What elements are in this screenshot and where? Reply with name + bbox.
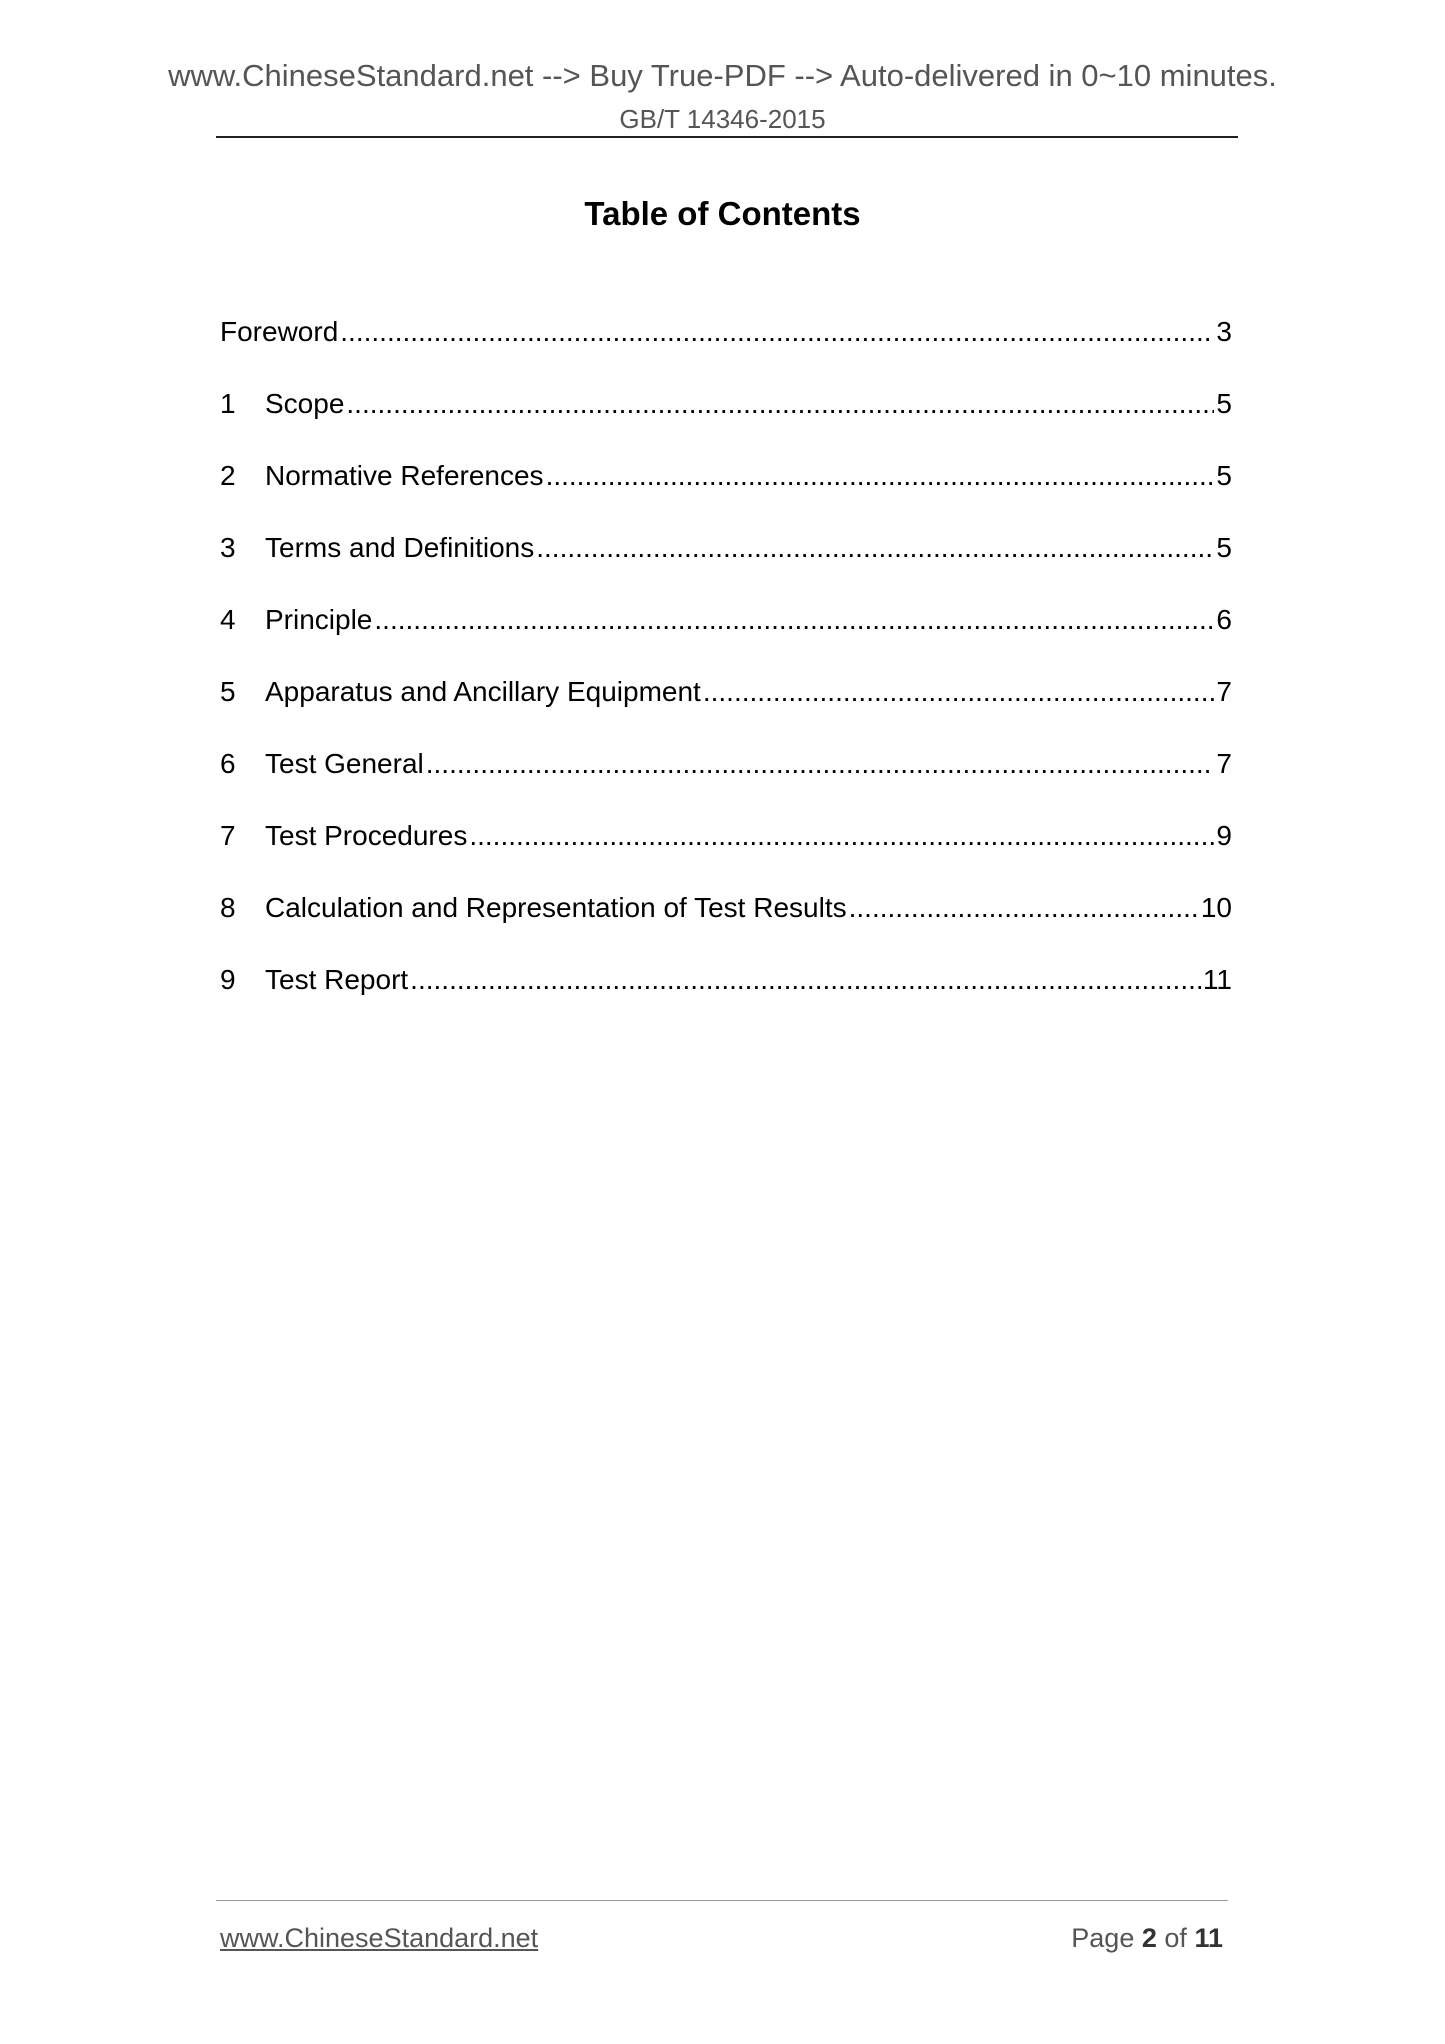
toc-entry-principle[interactable] — [220, 600, 1232, 672]
toc-entry-page: 3 — [1216, 316, 1232, 347]
toc-entry-number: 5 — [220, 676, 236, 707]
toc-entry-number: 3 — [220, 532, 236, 563]
footer-divider — [216, 1900, 1228, 1901]
toc-entry-label: Calculation and Representation of Test Results — [265, 892, 847, 923]
toc-entry-label: Terms and Definitions — [265, 532, 535, 563]
toc-entry-normative-references[interactable] — [220, 456, 1232, 528]
toc-dot-leader — [849, 888, 1199, 928]
toc-entry-label: Apparatus and Ancillary Equipment — [265, 676, 701, 707]
current-page-number: 2 — [1141, 1923, 1157, 1953]
toc-entry-page: 5 — [1216, 388, 1232, 419]
toc-entry-foreword[interactable] — [220, 312, 1232, 384]
promo-banner: www.ChineseStandard.net --> Buy True-PDF --> Auto-delivered in 0~10 minutes. — [168, 58, 1277, 93]
total-pages-number: 11 — [1194, 1923, 1223, 1953]
table-of-contents — [220, 312, 1232, 1032]
toc-entry-label: Test Report — [265, 964, 409, 995]
toc-entry-page: 10 — [1200, 892, 1232, 923]
toc-entry-label: Foreword — [220, 316, 339, 347]
toc-entry-number: 7 — [220, 820, 236, 851]
toc-entry-test-procedures[interactable] — [220, 816, 1232, 888]
toc-entry-page: 7 — [1216, 676, 1232, 707]
toc-entry-label: Principle — [265, 604, 373, 635]
toc-entry-page: 6 — [1216, 604, 1232, 635]
toc-entry-number: 6 — [220, 748, 236, 779]
toc-entry-number: 4 — [220, 604, 236, 635]
toc-entry-page: 5 — [1216, 532, 1232, 563]
toc-entry-test-report[interactable] — [220, 960, 1232, 1032]
toc-dot-leader — [546, 456, 1215, 496]
toc-entry-page: 7 — [1216, 748, 1232, 779]
page-counter — [1071, 1920, 1223, 1956]
toc-dot-leader — [340, 312, 1214, 352]
toc-entry-terms-and-definitions[interactable] — [220, 528, 1232, 600]
toc-entry-number: 2 — [220, 460, 236, 491]
toc-entry-test-general[interactable] — [220, 744, 1232, 816]
document-code: GB/T 14346-2015 — [619, 104, 826, 134]
toc-dot-leader — [426, 744, 1215, 784]
toc-entry-number: 9 — [220, 964, 236, 995]
toc-dot-leader — [536, 528, 1214, 568]
toc-entry-number: 8 — [220, 892, 236, 923]
toc-entry-scope[interactable] — [220, 384, 1232, 456]
toc-entry-page: 5 — [1216, 460, 1232, 491]
toc-entry-page: 9 — [1216, 820, 1232, 851]
page-prefix: Page — [1071, 1923, 1135, 1953]
toc-entry-label: Test General — [265, 748, 424, 779]
toc-entry-apparatus[interactable] — [220, 672, 1232, 744]
toc-entry-number: 1 — [220, 388, 236, 419]
toc-entry-label: Normative References — [265, 460, 544, 491]
toc-entry-label: Scope — [265, 388, 345, 419]
toc-title: Table of Contents — [584, 195, 861, 232]
footer-site-link[interactable]: www.ChineseStandard.net — [220, 1923, 539, 1953]
page-of-label: of — [1164, 1923, 1187, 1953]
header-divider — [216, 136, 1238, 138]
toc-dot-leader — [703, 672, 1215, 712]
toc-entry-calculation[interactable] — [220, 888, 1232, 960]
toc-entry-label: Test Procedures — [265, 820, 468, 851]
toc-dot-leader — [410, 960, 1201, 1000]
toc-dot-leader — [469, 816, 1214, 856]
toc-entry-page: 11 — [1202, 964, 1232, 995]
toc-dot-leader — [346, 384, 1214, 424]
toc-dot-leader — [374, 600, 1214, 640]
